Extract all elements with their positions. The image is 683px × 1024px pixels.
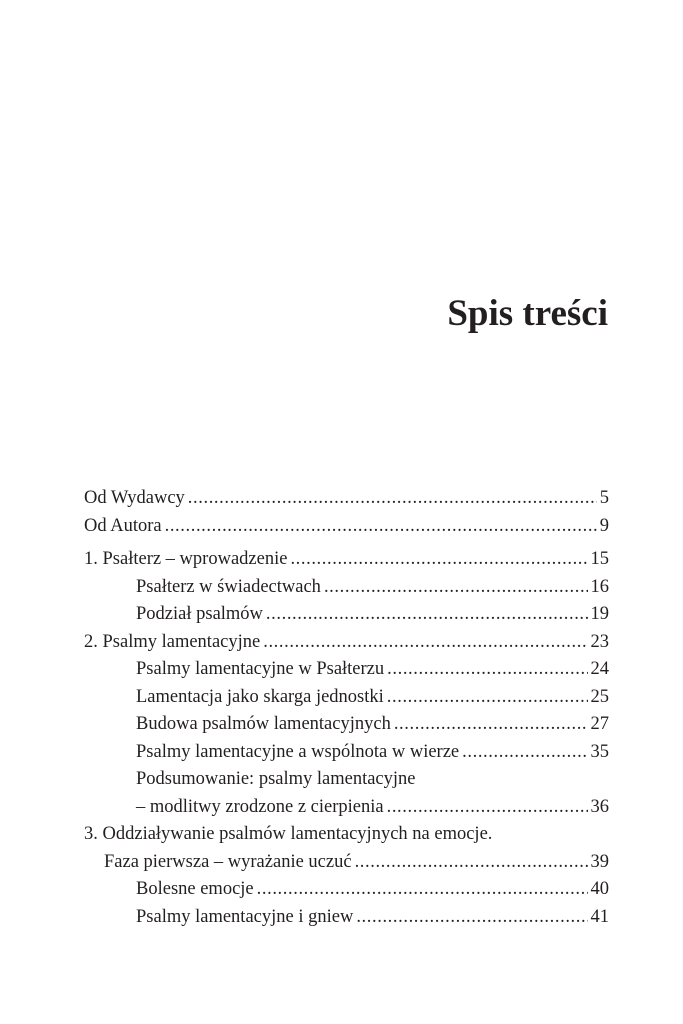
toc-entry [84,485,609,513]
page-title: Spis treści [447,293,608,334]
toc-entry-label: Bolesne emocje [136,879,254,899]
toc-entry [84,574,609,602]
toc-entry [84,794,609,822]
dot-leader [290,546,587,574]
toc-entry-page: 16 [590,576,609,597]
toc-entry [84,684,609,712]
toc-entry [84,739,609,767]
toc-entry [84,629,609,657]
toc-entry-page: 19 [590,604,609,624]
toc-entry-label-line: Podsumowanie: psalmy lamentacyjne [136,769,416,789]
toc-entry-page: 5 [599,488,609,508]
toc-entry-label: Psalmy lamentacyjne w Psałterzu [136,659,385,679]
toc-entry-label: Budowa psalmów lamentacyjnych [136,714,391,734]
toc-entry-label: Faza pierwsza – wyrażanie uczuć [104,851,352,872]
toc-entry-page: 35 [590,741,609,762]
toc-entry [84,656,609,684]
toc-entry-label: Od Autora [84,515,162,536]
toc-entry-label: 2. Psalmy lamentacyjne [84,631,261,652]
dot-leader [394,711,588,739]
toc-entry [84,876,609,904]
dot-leader [355,849,588,877]
toc-entry [84,546,609,574]
dot-leader [257,876,588,904]
dot-leader [165,513,597,541]
toc-entry-page: 39 [590,851,609,872]
toc-entry-page: 40 [590,879,609,899]
dot-leader [387,794,588,822]
toc-entry-page: 41 [590,906,609,927]
toc-entry [84,513,609,541]
toc-entry-page: 27 [590,714,609,734]
toc-entry-label: – modlitwy zrodzone z cierpienia [136,796,384,817]
dot-leader [188,485,597,513]
toc-entry [84,601,609,629]
toc-entry [84,711,609,739]
toc-entry-page: 25 [590,686,609,707]
dot-leader [462,739,587,767]
toc-entry-label: Lamentacja jako skarga jednostki [136,686,384,707]
toc-entry-label: Psałterz w świadectwach [136,576,321,597]
toc-entry-page: 36 [590,796,609,817]
dot-leader [387,656,587,684]
toc-entry-label: Psalmy lamentacyjne a wspólnota w wierze [136,741,460,762]
toc-entry-page: 15 [590,549,609,569]
table-of-contents [84,485,609,931]
dot-leader [387,684,588,712]
toc-entry-label: Podział psalmów [136,604,263,624]
dot-leader [266,601,588,629]
dot-leader [356,904,587,932]
toc-entry-page: 23 [590,631,609,652]
dot-leader [324,574,588,602]
toc-entry-page: 9 [599,515,609,536]
toc-entry-label: Psalmy lamentacyjne i gniew [136,906,354,927]
toc-entry [84,904,609,932]
toc-entry-label: Od Wydawcy [84,488,185,508]
toc-entry-label: 1. Psałterz – wprowadzenie [84,549,288,569]
toc-entry-page: 24 [590,659,609,679]
toc-entry-label-line: 3. Oddziaływanie psalmów lamentacyjnych na emocje. [84,824,493,844]
dot-leader [263,629,587,657]
toc-entry [84,849,609,877]
